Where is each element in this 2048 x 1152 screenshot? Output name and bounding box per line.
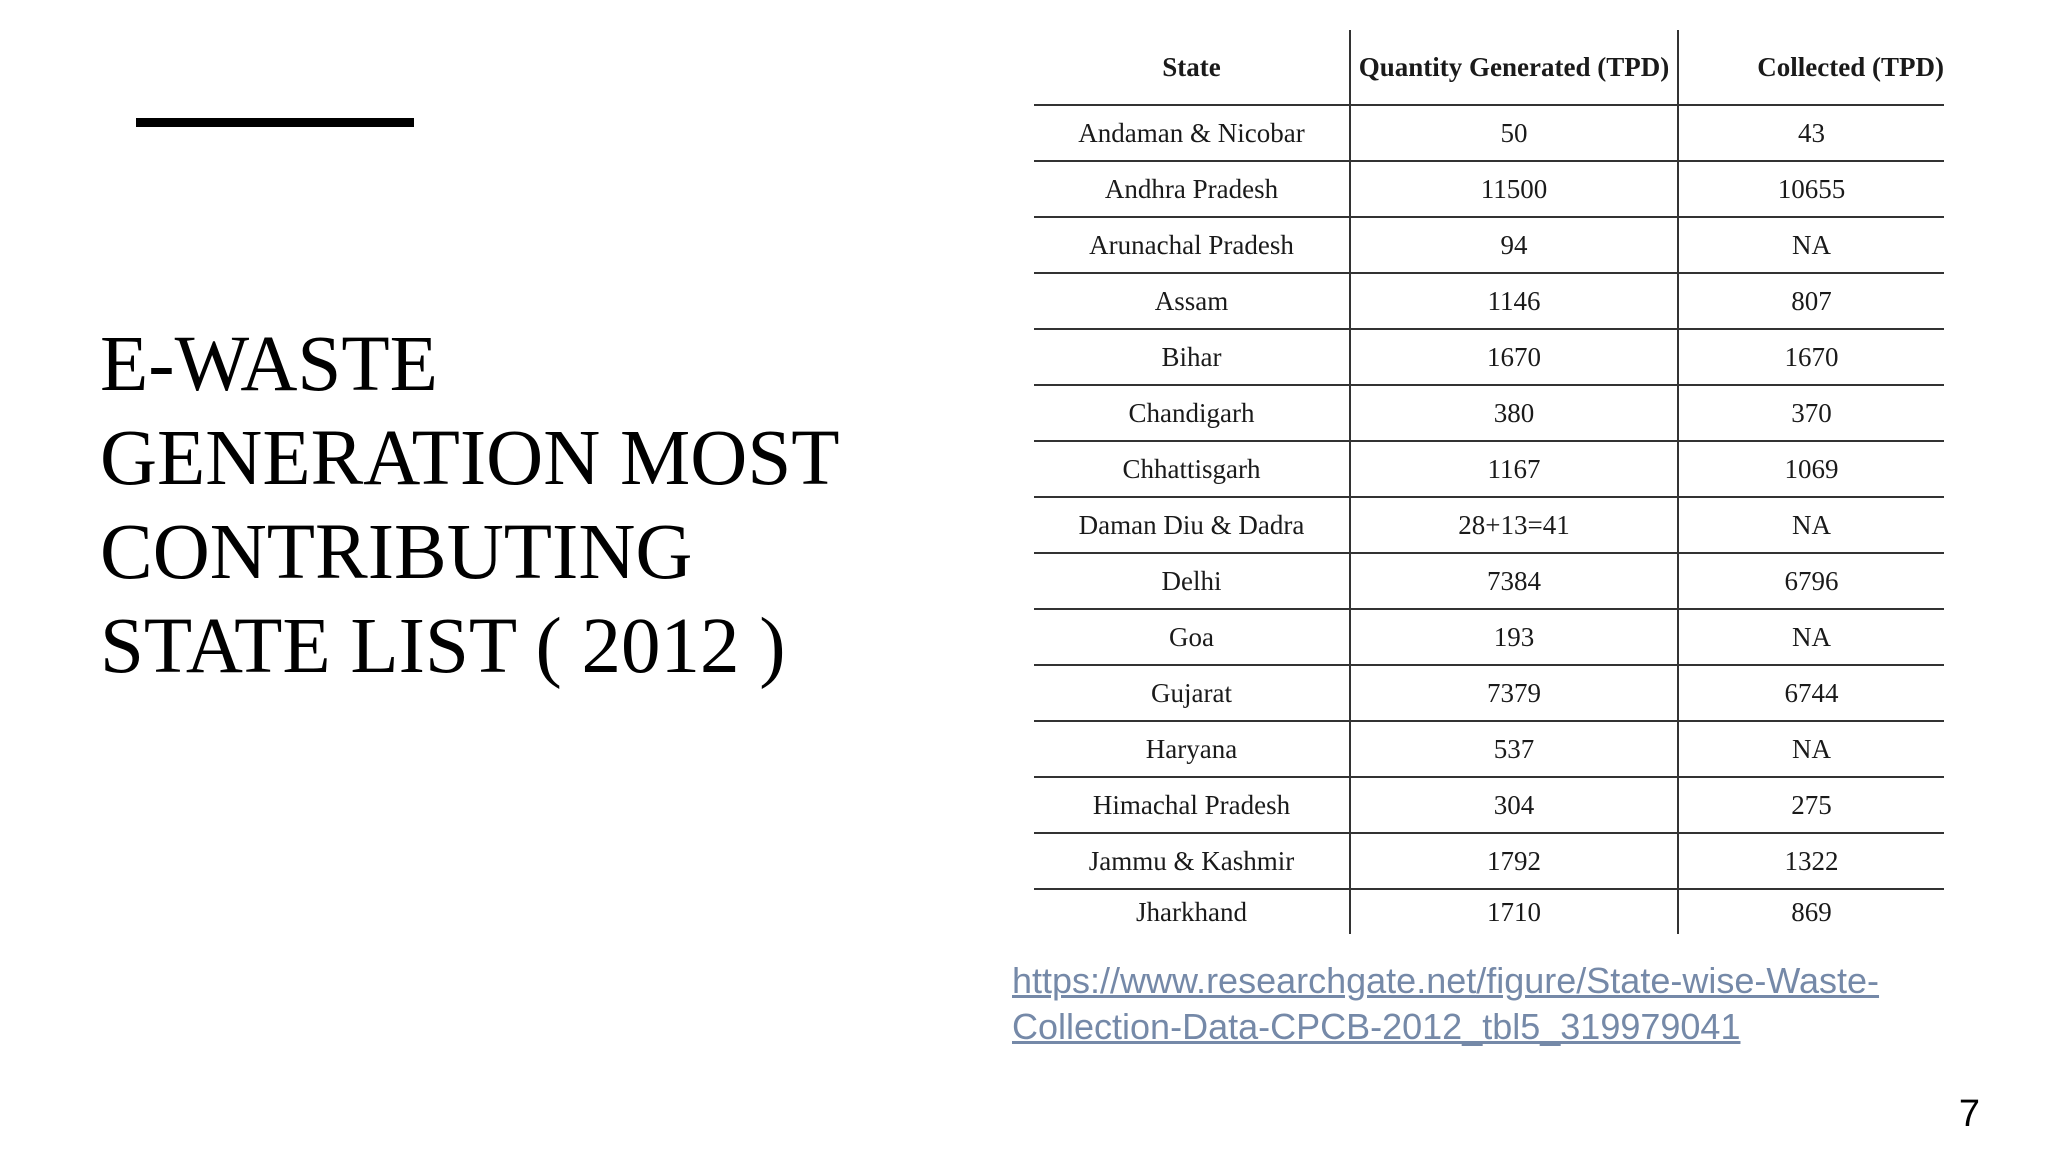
cell-quantity-generated: 1670 — [1350, 329, 1678, 385]
waste-table-image — [1034, 30, 1944, 934]
cell-collected: 1322 — [1678, 833, 1944, 889]
cell-quantity-generated: 380 — [1350, 385, 1678, 441]
cell-quantity-generated: 1710 — [1350, 889, 1678, 934]
table-body — [1034, 105, 1944, 934]
cell-collected: 370 — [1678, 385, 1944, 441]
table-row — [1034, 105, 1944, 161]
page-number: 7 — [1958, 1093, 1980, 1135]
cell-collected: 1670 — [1678, 329, 1944, 385]
source-link-line: https://www.researchgate.net/figure/State-wise-Waste- — [1012, 960, 1880, 1001]
column-header-quantity-generated: Quantity Generated (TPD) — [1350, 30, 1678, 105]
title-line: E-WASTE — [100, 321, 438, 408]
cell-collected: NA — [1678, 497, 1944, 553]
cell-collected: 10655 — [1678, 161, 1944, 217]
table-row — [1034, 497, 1944, 553]
cell-state: Jharkhand — [1034, 889, 1350, 934]
table-row — [1034, 161, 1944, 217]
title-line: GENERATION MOST — [100, 415, 840, 502]
cell-state: Jammu & Kashmir — [1034, 833, 1350, 889]
cell-quantity-generated: 1792 — [1350, 833, 1678, 889]
cell-quantity-generated: 1167 — [1350, 441, 1678, 497]
cell-state: Chandigarh — [1034, 385, 1350, 441]
table-row — [1034, 329, 1944, 385]
cell-quantity-generated: 28+13=41 — [1350, 497, 1678, 553]
title-line: STATE LIST ( 2012 ) — [100, 603, 786, 690]
cell-collected: NA — [1678, 609, 1944, 665]
cell-state: Assam — [1034, 273, 1350, 329]
cell-quantity-generated: 304 — [1350, 777, 1678, 833]
column-header-collected: Collected (TPD) — [1678, 30, 1944, 105]
cell-collected: NA — [1678, 721, 1944, 777]
table-row — [1034, 665, 1944, 721]
table-header-row — [1034, 30, 1944, 105]
cell-collected: 807 — [1678, 273, 1944, 329]
cell-state: Himachal Pradesh — [1034, 777, 1350, 833]
cell-state: Haryana — [1034, 721, 1350, 777]
cell-collected: 6744 — [1678, 665, 1944, 721]
cell-state: Bihar — [1034, 329, 1350, 385]
cell-quantity-generated: 50 — [1350, 105, 1678, 161]
table-row — [1034, 553, 1944, 609]
table-row — [1034, 777, 1944, 833]
title-line: CONTRIBUTING — [100, 509, 693, 596]
source-link[interactable] — [1012, 958, 1952, 1050]
cell-collected: 6796 — [1678, 553, 1944, 609]
cell-quantity-generated: 11500 — [1350, 161, 1678, 217]
column-header-state: State — [1034, 30, 1350, 105]
table-row — [1034, 273, 1944, 329]
table-row — [1034, 833, 1944, 889]
cell-collected: 869 — [1791, 896, 1832, 927]
table-row — [1034, 889, 1944, 934]
cell-collected: 43 — [1678, 105, 1944, 161]
cell-state: Arunachal Pradesh — [1034, 217, 1350, 273]
table-row — [1034, 721, 1944, 777]
cell-state: Delhi — [1034, 553, 1350, 609]
cell-state: Chhattisgarh — [1034, 441, 1350, 497]
cell-quantity-generated: 7379 — [1350, 665, 1678, 721]
cell-quantity-generated: 537 — [1350, 721, 1678, 777]
cell-quantity-generated: 1146 — [1350, 273, 1678, 329]
cell-quantity-generated: 7384 — [1350, 553, 1678, 609]
cell-collected: 1069 — [1678, 441, 1944, 497]
cell-state: Daman Diu & Dadra — [1034, 497, 1350, 553]
cell-state: Goa — [1034, 609, 1350, 665]
waste-data-table — [1034, 30, 1944, 934]
cell-collected: NA — [1678, 217, 1944, 273]
cell-quantity-generated: 94 — [1350, 217, 1678, 273]
source-link-line: Collection-Data-CPCB-2012_tbl5_319979041 — [1012, 1006, 1741, 1047]
title-accent-bar — [136, 118, 414, 127]
table-row — [1034, 217, 1944, 273]
table-row — [1034, 385, 1944, 441]
table-row — [1034, 441, 1944, 497]
slide-title — [100, 318, 880, 694]
cell-collected: 275 — [1678, 777, 1944, 833]
cell-state: Andhra Pradesh — [1034, 161, 1350, 217]
table-row — [1034, 609, 1944, 665]
cell-state: Andaman & Nicobar — [1034, 105, 1350, 161]
cell-state: Gujarat — [1034, 665, 1350, 721]
cell-quantity-generated: 193 — [1350, 609, 1678, 665]
